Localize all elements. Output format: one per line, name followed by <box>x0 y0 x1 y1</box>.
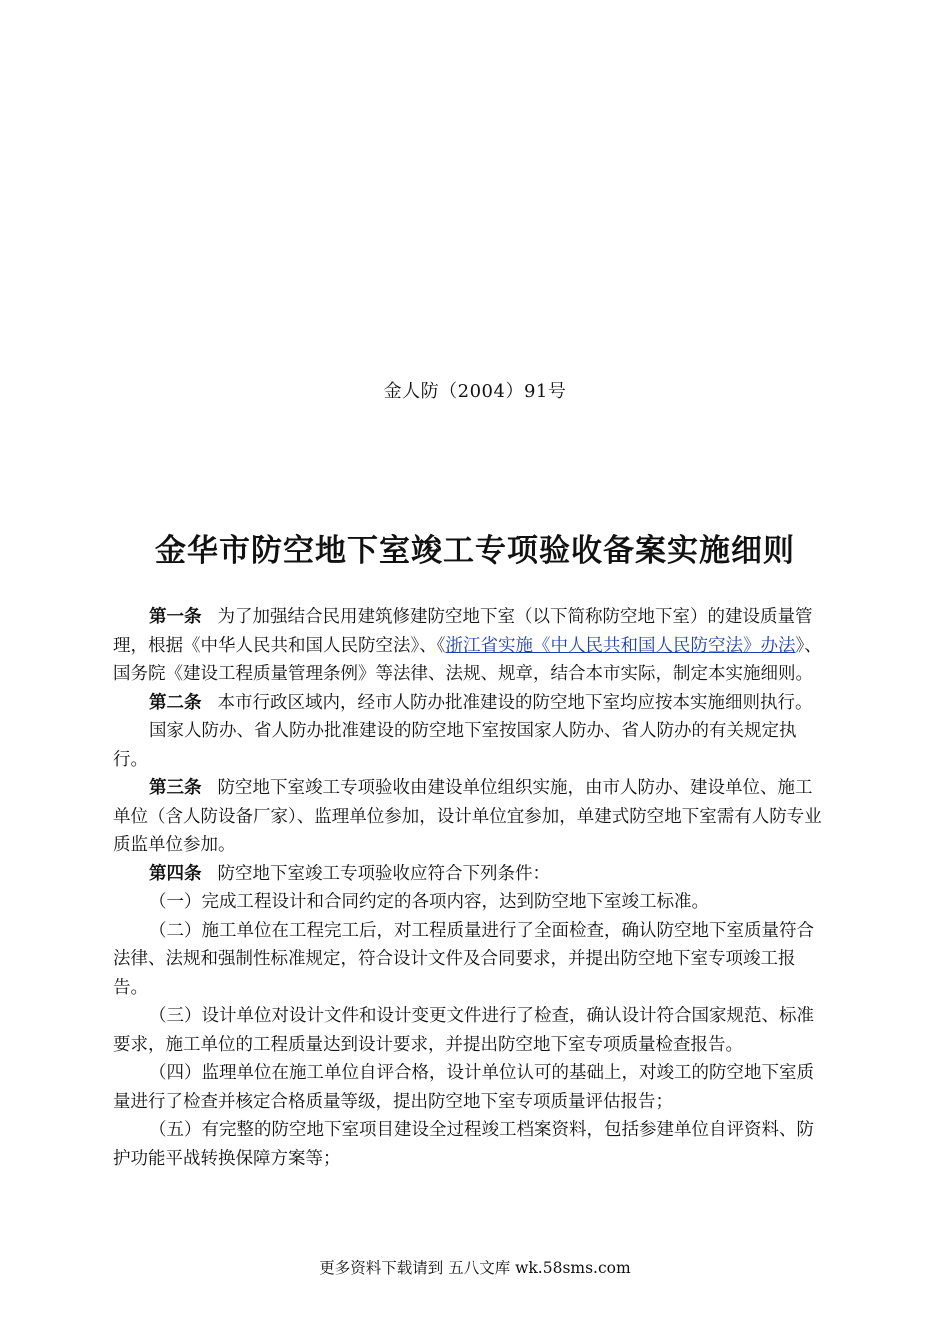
footer-download-note: 更多资料下载请到 五八文库 wk.58sms.com <box>319 1259 631 1277</box>
article-4-item-4: （四）监理单位在施工单位自评合格，设计单位认可的基础上，对竣工的防空地下室质量进行了检查并核定合格质量等级，提出防空地下室专项质量评估报告； <box>113 1063 814 1112</box>
article-2-extra: 国家人防办、省人防办批准建设的防空地下室按国家人防办、省人防办的有关规定执行。 <box>113 721 797 770</box>
article-1 <box>113 603 825 689</box>
article-2 <box>113 689 825 718</box>
document-title: 金华市防空地下室竣工专项验收备案实施细则 <box>155 533 795 569</box>
article-4 <box>113 860 825 889</box>
article-1-heading: 第一条 <box>149 607 202 627</box>
regulation-link[interactable]: 浙江省实施《中人民共和国人民防空法》办法 <box>445 635 796 656</box>
article-4-text: 防空地下室竣工专项验收应符合下列条件： <box>217 863 550 884</box>
article-1-text-after: 》、国务院《建设工程质量管理条例》等法律、法规、规章，结合本市实际，制定本实施细则。 <box>113 635 822 684</box>
article-4-item-1: （一）完成工程设计和合同约定的各项内容，达到防空地下室竣工标准。 <box>149 892 709 912</box>
article-3-heading: 第三条 <box>149 778 202 798</box>
article-1-text-before: 为了加强结合民用建筑修建防空地下室（以下简称防空地下室）的建设质量管理，根据《中华人民共和国人民防空法》、《 <box>113 607 813 656</box>
article-3-text: 防空地下室竣工专项验收由建设单位组织实施，由市人防办、建设单位、施工单位（含人防设备厂家）、监理单位参加，设计单位宜参加，单建式防空地下室需有人防专业质监单位参加。 <box>113 778 822 855</box>
document-body <box>113 603 825 1173</box>
article-2-text: 本市行政区域内，经市人防办批准建设的防空地下室均应按本实施细则执行。 <box>217 692 813 713</box>
article-4-item-5: （五）有完整的防空地下室项目建设全过程竣工档案资料，包括参建单位自评资料、防护功能平战转换保障方案等； <box>113 1120 814 1169</box>
article-2-heading: 第二条 <box>149 692 202 713</box>
document-number: 金人防（2004）91号 <box>383 381 567 402</box>
article-4-item-2: （二）施工单位在工程完工后，对工程质量进行了全面检查，确认防空地下室质量符合法律、法规和强制性标准规定，符合设计文件及合同要求，并提出防空地下室专项竣工报告。 <box>113 920 814 998</box>
article-3 <box>113 774 825 860</box>
article-4-item-3: （三）设计单位对设计文件和设计变更文件进行了检查，确认设计符合国家规范、标准要求，施工单位的工程质量达到设计要求，并提出防空地下室专项质量检查报告。 <box>113 1006 814 1055</box>
article-4-heading: 第四条 <box>149 863 202 884</box>
